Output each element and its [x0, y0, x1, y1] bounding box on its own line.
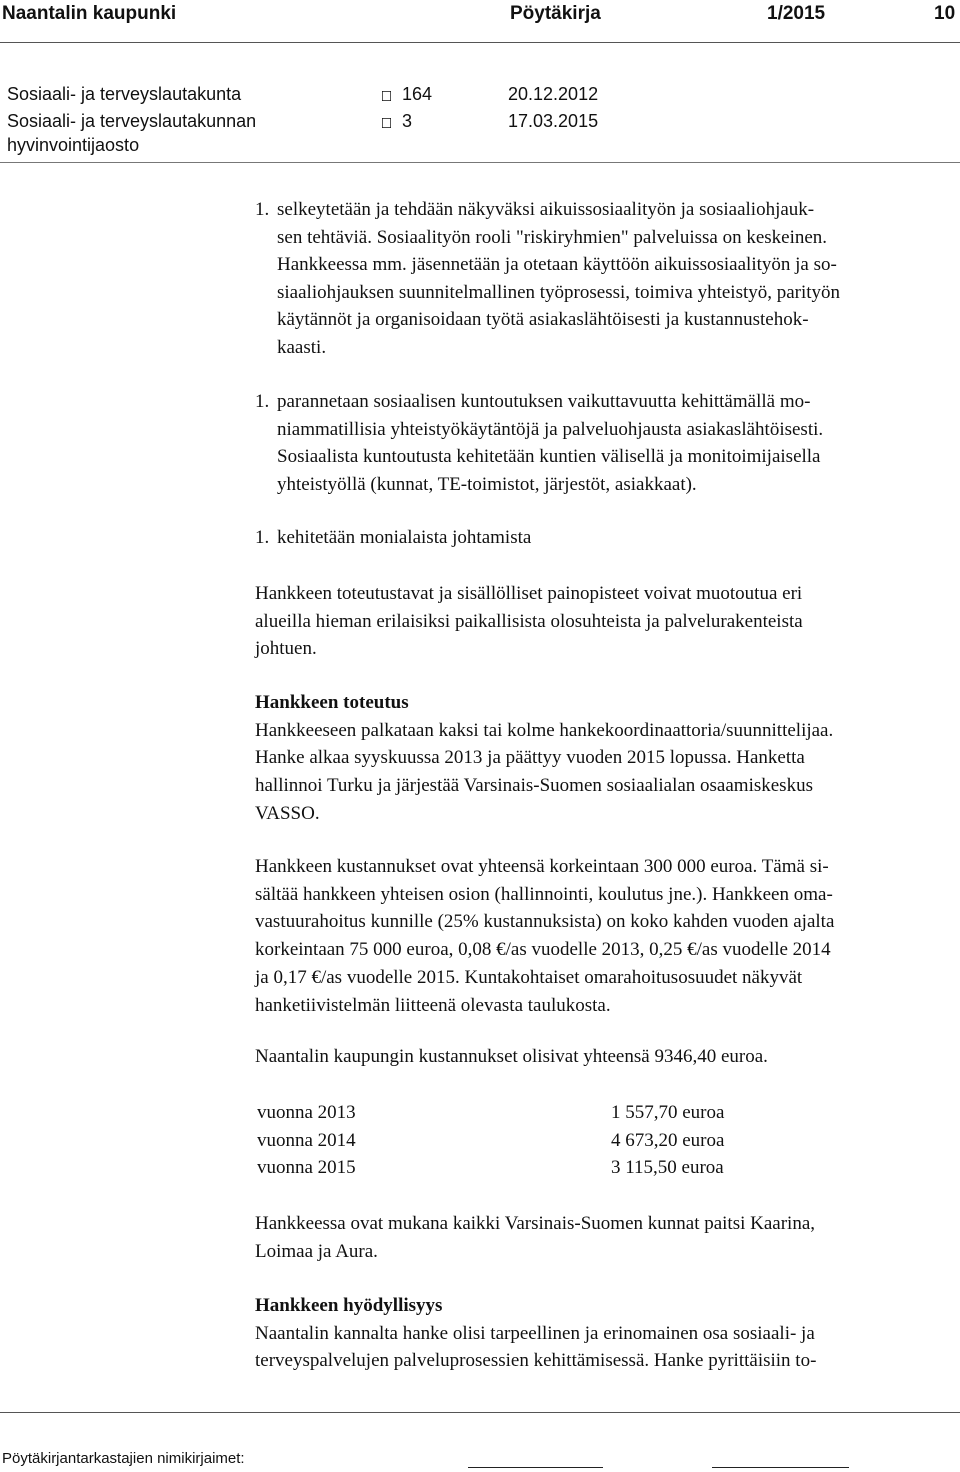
page-number: 10: [934, 3, 956, 24]
text-line: Hankkeessa mm. jäsennetään ja otetaan käyttöön aikuissosiaalityön ja so-: [277, 254, 837, 275]
paragraph: [255, 853, 834, 1019]
text-line: kaasti.: [277, 337, 327, 359]
text-line: Loimaa ja Aura.: [255, 1240, 378, 1262]
header-divider: [0, 42, 960, 43]
cost-amount: 4 673,20 euroa: [611, 1129, 725, 1151]
section-heading: Hankkeen hyödyllisyys: [255, 1295, 443, 1316]
meta-date-1: 20.12.2012: [508, 84, 599, 104]
text-line: hallinnoi Turku ja järjestää Varsinais-Suomen sosiaalialan osaamiskeskus: [255, 775, 813, 797]
list-item-text: [277, 196, 827, 251]
text-line: Hankkeen toteutustavat ja sisällölliset painopisteet voivat muotoutua eri: [255, 583, 803, 604]
text-line: VASSO.: [255, 802, 320, 824]
text-line: Hankkeessa ovat mukana kaikki Varsinais-Suomen kunnat paitsi Kaarina,: [255, 1213, 816, 1234]
city-name: Naantalin kaupunki: [2, 3, 177, 24]
signature-line: [468, 1467, 603, 1468]
text-line: selkeytetään ja tehdään näkyväksi aikuissosiaalityön ja sosiaaliohjauk-: [277, 199, 815, 220]
meta-body-2-continued: hyvinvointijaosto: [7, 135, 140, 155]
list-number: 1.: [255, 391, 270, 412]
paragraph: [255, 1210, 815, 1265]
text-line: sältää hankkeen yhteisen osion (hallinnointi, koulutus jne.). Hankkeen oma-: [255, 883, 833, 905]
list-item-continuation: [277, 251, 840, 362]
list-number: 1.: [255, 527, 270, 548]
meta-date-2: 17.03.2015: [508, 111, 599, 131]
paragraph: [255, 1043, 768, 1071]
cost-year: vuonna 2015: [257, 1157, 356, 1179]
list-item-text: [277, 388, 823, 499]
meta-paragraph-1: 164: [402, 84, 433, 104]
text-line: käytännöt ja organisoidaan työtä asiakaslähtöisesti ja kustannustehok-: [277, 309, 809, 331]
text-line: siaaliohjauksen suunnitelmallinen työprosessi, toimiva yhteistyö, parityön: [277, 281, 841, 303]
text-line: Hankkeeseen palkataan kaksi tai kolme hankekoordinaattoria/suunnittelijaa.: [255, 719, 834, 741]
section-implementation: [255, 689, 833, 828]
text-line: Hankkeen kustannukset ovat yhteensä korkeintaan 300 000 euroa. Tämä si-: [255, 856, 829, 877]
text-line: kehitetään monialaista johtamista: [277, 527, 532, 548]
text-line: parannetaan sosiaalisen kuntoutuksen vaikuttavuutta kehittämällä mo-: [277, 391, 811, 412]
meta-divider: [0, 162, 960, 163]
text-line: terveyspalvelujen palveluprosessien kehittämisessä. Hanke pyrittäisiin to-: [255, 1350, 817, 1372]
text-line: alueilla hieman erilaisiksi paikallisista olosuhteista ja palvelurakenteista: [255, 610, 803, 632]
cost-year: vuonna 2013: [257, 1102, 356, 1123]
issue-number: 1/2015: [767, 3, 826, 24]
cost-year: vuonna 2014: [257, 1129, 356, 1151]
section-mark-icon: [382, 118, 391, 128]
list-number: 1.: [255, 199, 270, 220]
footer-divider: [0, 1412, 960, 1413]
section-mark-icon: [382, 91, 391, 101]
section-heading: Hankkeen toteutus: [255, 692, 409, 713]
signature-line: [712, 1467, 849, 1468]
list-item-text: [277, 524, 531, 552]
text-line: ja 0,17 €/as vuodelle 2015. Kuntakohtaiset omarahoitusosuudet näkyvät: [255, 966, 803, 988]
footer-label: Pöytäkirjantarkastajien nimikirjaimet:: [2, 1450, 245, 1467]
meta-body-2: Sosiaali- ja terveyslautakunnan: [7, 111, 257, 131]
text-line: yhteistyöllä (kunnat, TE-toimistot, järjestöt, asiakkaat).: [277, 474, 697, 496]
document-type: Pöytäkirja: [510, 3, 601, 24]
text-line: sen tehtäviä. Sosiaalityön rooli "riskiryhmien" palveluissa on keskeinen.: [277, 226, 828, 248]
text-line: Sosiaalista kuntoutusta kehitetään kuntien välisellä ja monitoimijaisella: [277, 446, 821, 468]
text-line: johtuen.: [255, 638, 317, 660]
text-line: Naantalin kaupungin kustannukset olisivat yhteensä 9346,40 euroa.: [255, 1046, 768, 1067]
text-line: Hanke alkaa syyskuussa 2013 ja päättyy vuoden 2015 lopussa. Hanketta: [255, 747, 805, 769]
text-line: hanketiivistelmän liitteenä olevasta taulukosta.: [255, 994, 611, 1016]
cost-amount: 1 557,70 euroa: [611, 1102, 725, 1123]
text-line: niammatillisia yhteistyökäytäntöjä ja palveluohjausta asiakaslähtöisesti.: [277, 418, 824, 440]
text-line: Naantalin kannalta hanke olisi tarpeellinen ja erinomainen osa sosiaali- ja: [255, 1322, 815, 1344]
meta-body-1: Sosiaali- ja terveyslautakunta: [7, 84, 242, 104]
cost-table-years: [257, 1099, 356, 1182]
text-line: korkeintaan 75 000 euroa, 0,08 €/as vuodelle 2013, 0,25 €/as vuodelle 2014: [255, 939, 831, 961]
meta-paragraph-2: 3: [402, 111, 413, 131]
text-line: vastuurahoitus kunnille (25% kustannuksista) on koko kahden vuoden ajalta: [255, 911, 835, 933]
cost-amount: 3 115,50 euroa: [611, 1157, 724, 1179]
section-benefit: [255, 1292, 816, 1375]
paragraph: [255, 580, 803, 663]
cost-table-amounts: [611, 1099, 724, 1182]
